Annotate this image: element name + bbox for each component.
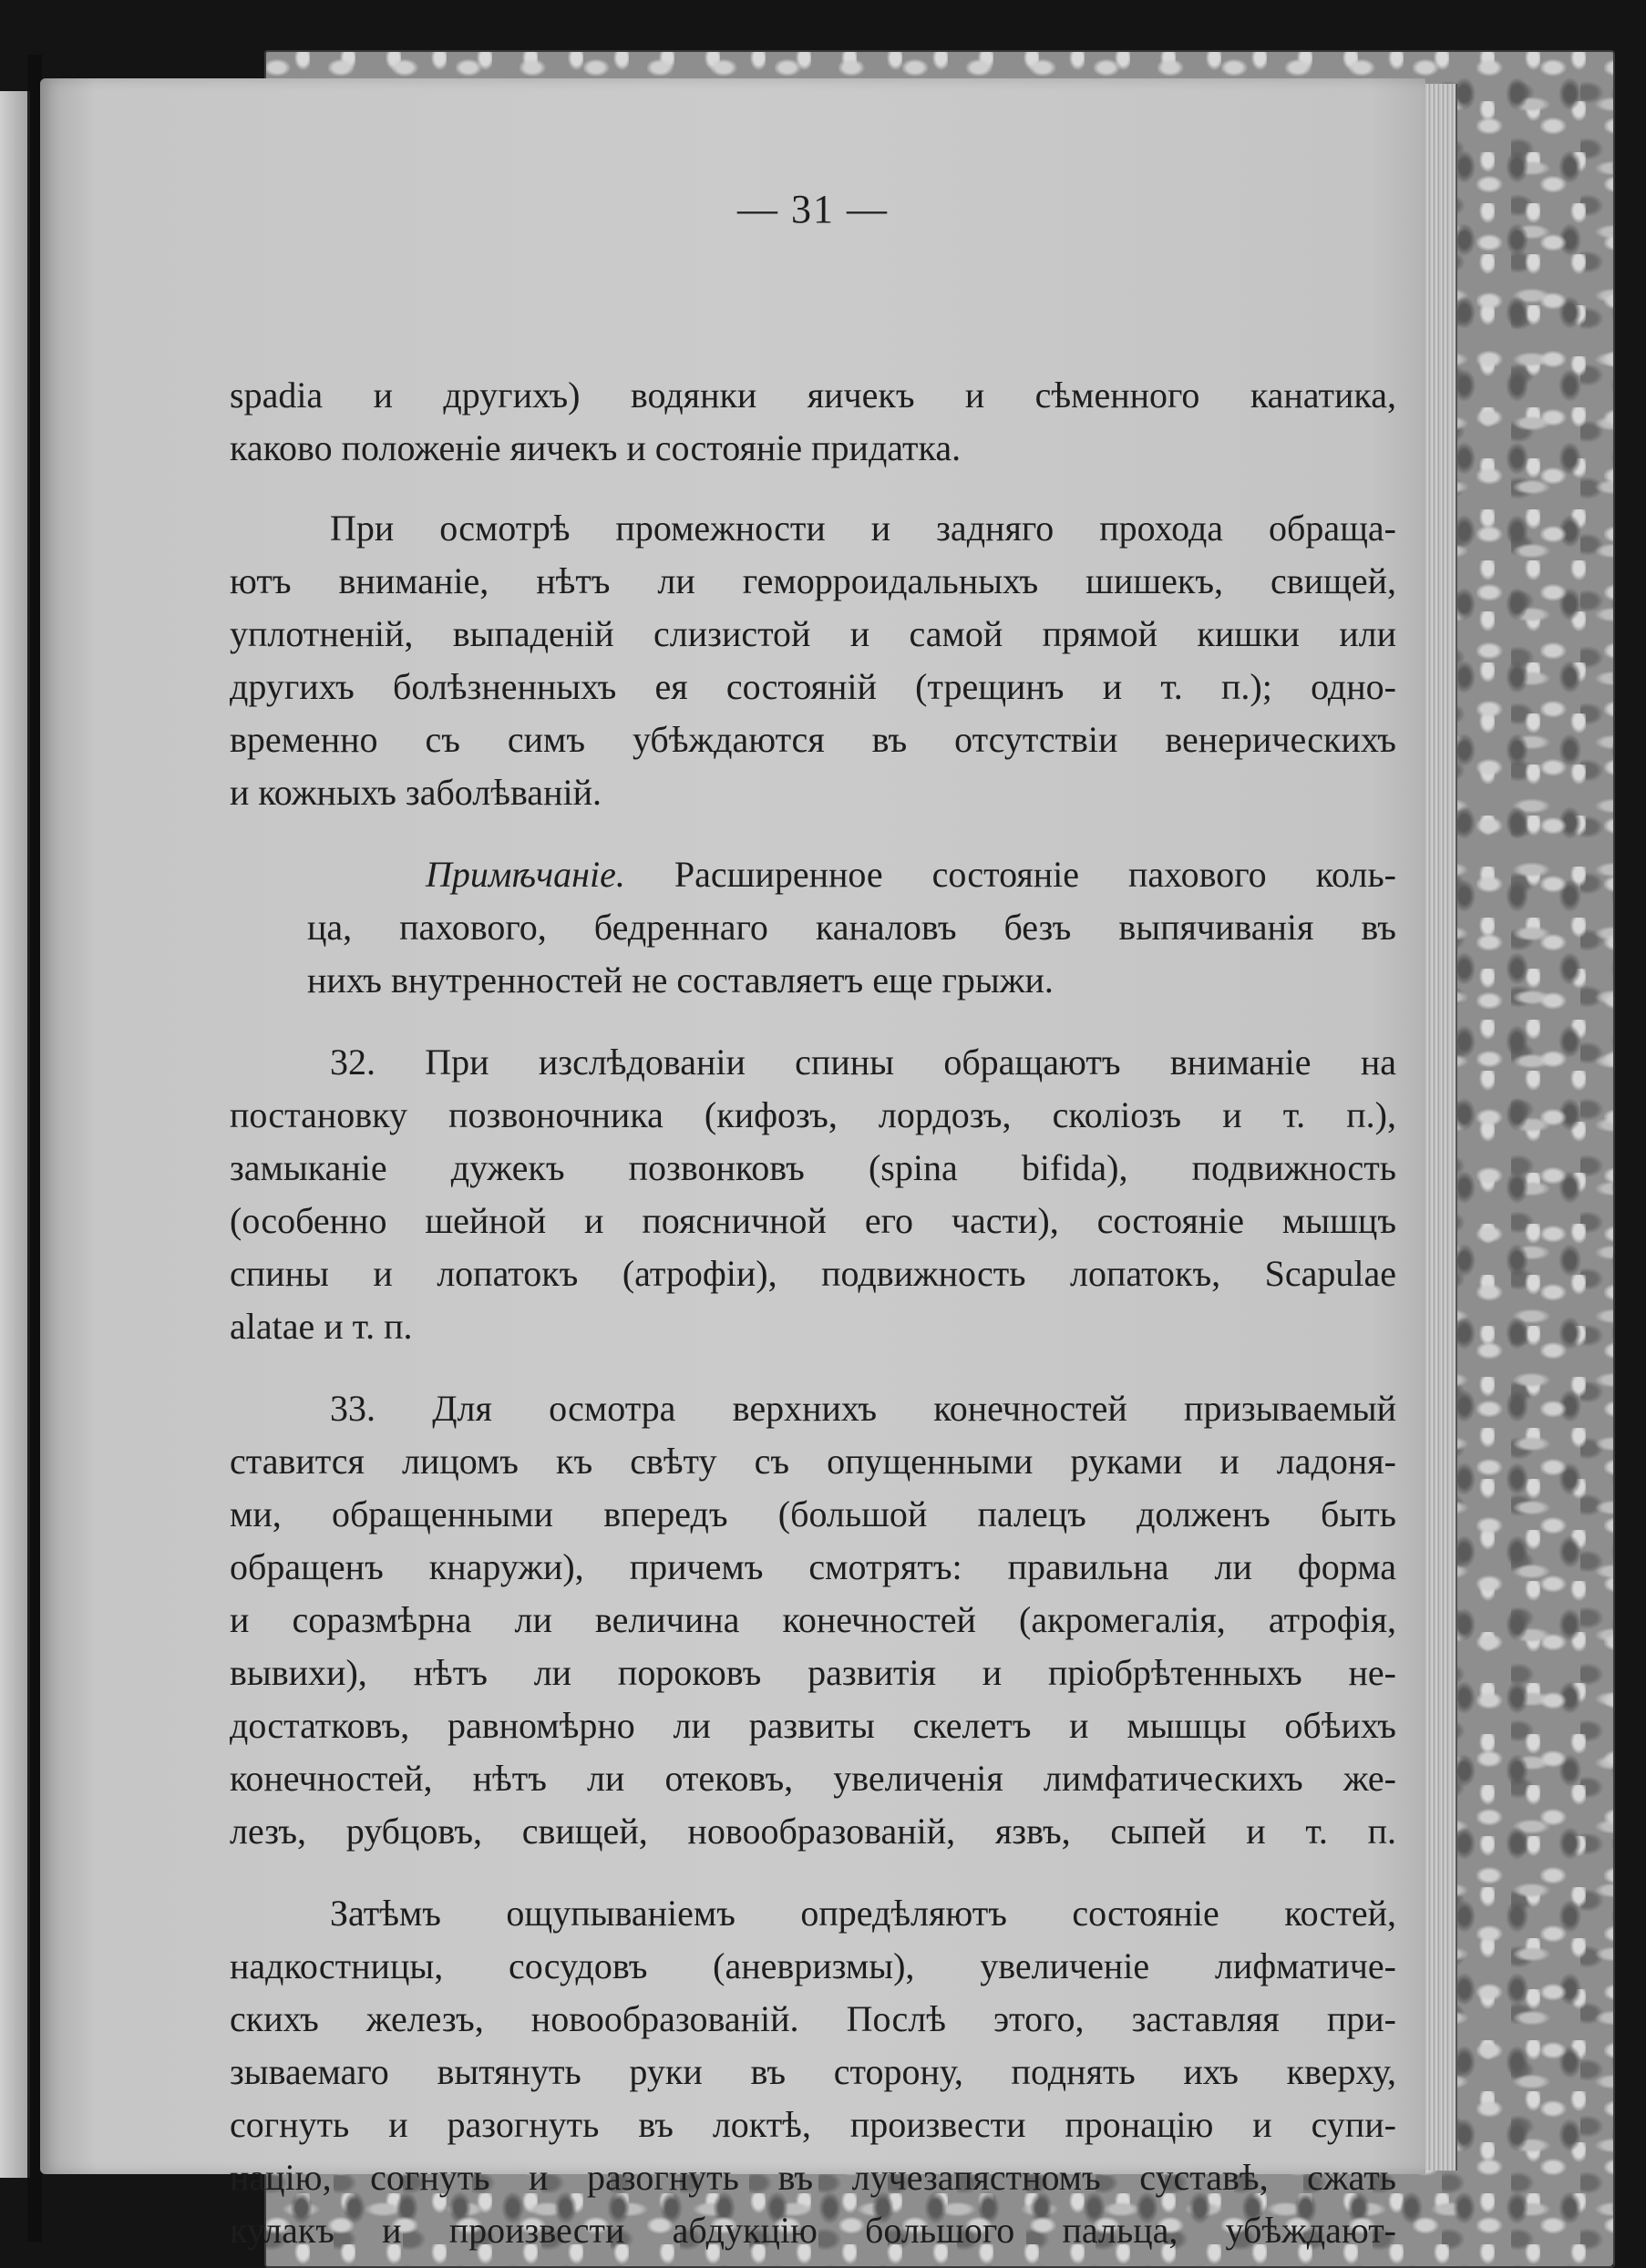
- text-line: скихъ железъ, новообразованій. Послѣ этого, заставляя при-: [230, 1998, 1396, 2039]
- text-line: alatae и т. п.: [230, 1306, 413, 1347]
- book-page: [40, 78, 1425, 2251]
- text-line: конечностей, нѣтъ ли отековъ, увеличенія лимфатическихъ же-: [230, 1758, 1396, 1799]
- note-first-line: [426, 849, 1396, 900]
- text-line: ми, обращенными впередъ (большой палецъ долженъ быть: [230, 1493, 1396, 1534]
- text-line: уплотненій, выпаденій слизистой и самой прямой кишки или: [230, 613, 1396, 654]
- text-line: кулакъ и произвести абдукцію большого пальца, убѣждают-: [230, 2210, 1396, 2251]
- text-line: спины и лопатокъ (атрофіи), подвижность лопатокъ, Scapulae: [230, 1253, 1396, 1294]
- text-line: Затѣмъ ощупываніемъ опредѣляютъ состояніе костей,: [330, 1893, 1396, 1934]
- text-line: надкостницы, сосудовъ (аневризмы), увеличеніе лифматиче-: [230, 1945, 1396, 1986]
- text-line: 33. Для осмотра верхнихъ конечностей призываемый: [330, 1388, 1396, 1429]
- text-line: согнуть и разогнуть въ локтѣ, произвести пронацію и супи-: [230, 2104, 1396, 2145]
- text-line: ца, пахового, бедреннаго каналовъ безъ выпячиванія въ: [307, 907, 1396, 948]
- text-line: и кожныхъ заболѣваній.: [230, 772, 602, 813]
- text-line: націю, согнуть и разогнуть въ лучезапястномъ суставѣ, сжать: [230, 2157, 1396, 2198]
- text-line: каково положеніе яичекъ и состояніе придатка.: [230, 427, 962, 468]
- text-line: spadia и другихъ) водянки яичекъ и сѣменного канатика,: [230, 375, 1396, 416]
- page-number: — 31 —: [737, 187, 889, 231]
- text-line: ставится лицомъ къ свѣту съ опущенными руками и ладоня-: [230, 1441, 1396, 1482]
- text-line: нихъ внутренностей не составляетъ еще грыжи.: [307, 960, 1054, 1001]
- previous-page-edge: [0, 91, 30, 2178]
- text-line: (особенно шейной и поясничной его части), состояніе мышцъ: [230, 1200, 1396, 1241]
- text-line: При осмотрѣ промежности и задняго прохода обраща-: [330, 508, 1396, 549]
- text-line: 32. При изслѣдованіи спины обращаютъ вниманіе на: [330, 1042, 1396, 1083]
- text-line: замыканіе дужекъ позвонковъ (spina bifida), подвижность: [230, 1147, 1396, 1188]
- text-line: и соразмѣрна ли величина конечностей (акромегалія, атрофія,: [230, 1599, 1396, 1640]
- text-line: ютъ вниманіе, нѣтъ ли геморроидальныхъ шишекъ, свищей,: [230, 560, 1396, 601]
- text-line: постановку позвоночника (кифозъ, лордозъ, сколіозъ и т. п.),: [230, 1094, 1396, 1135]
- note-label: Примѣчаніе.: [426, 854, 625, 895]
- note-text: Расширенное состояніе пахового коль-: [674, 854, 1396, 895]
- text-line: зываемаго вытянуть руки въ сторону, поднять ихъ кверху,: [230, 2051, 1396, 2092]
- text-line: обращенъ кнаружи), причемъ смотрятъ: правильна ли форма: [230, 1546, 1396, 1587]
- text-line: вывихи), нѣтъ ли пороковъ развитія и пріобрѣтенныхъ не-: [230, 1652, 1396, 1693]
- text-line: временно съ симъ убѣждаются въ отсутствіи венерическихъ: [230, 719, 1396, 760]
- text-line: достатковъ, равномѣрно ли развиты скелетъ и мышцы обѣихъ: [230, 1705, 1396, 1746]
- text-line: другихъ болѣзненныхъ ея состояній (трещинъ и т. п.); одно-: [230, 666, 1396, 707]
- text-line: лезъ, рубцовъ, свищей, новообразованій, язвъ, сыпей и т. п.: [230, 1811, 1396, 1852]
